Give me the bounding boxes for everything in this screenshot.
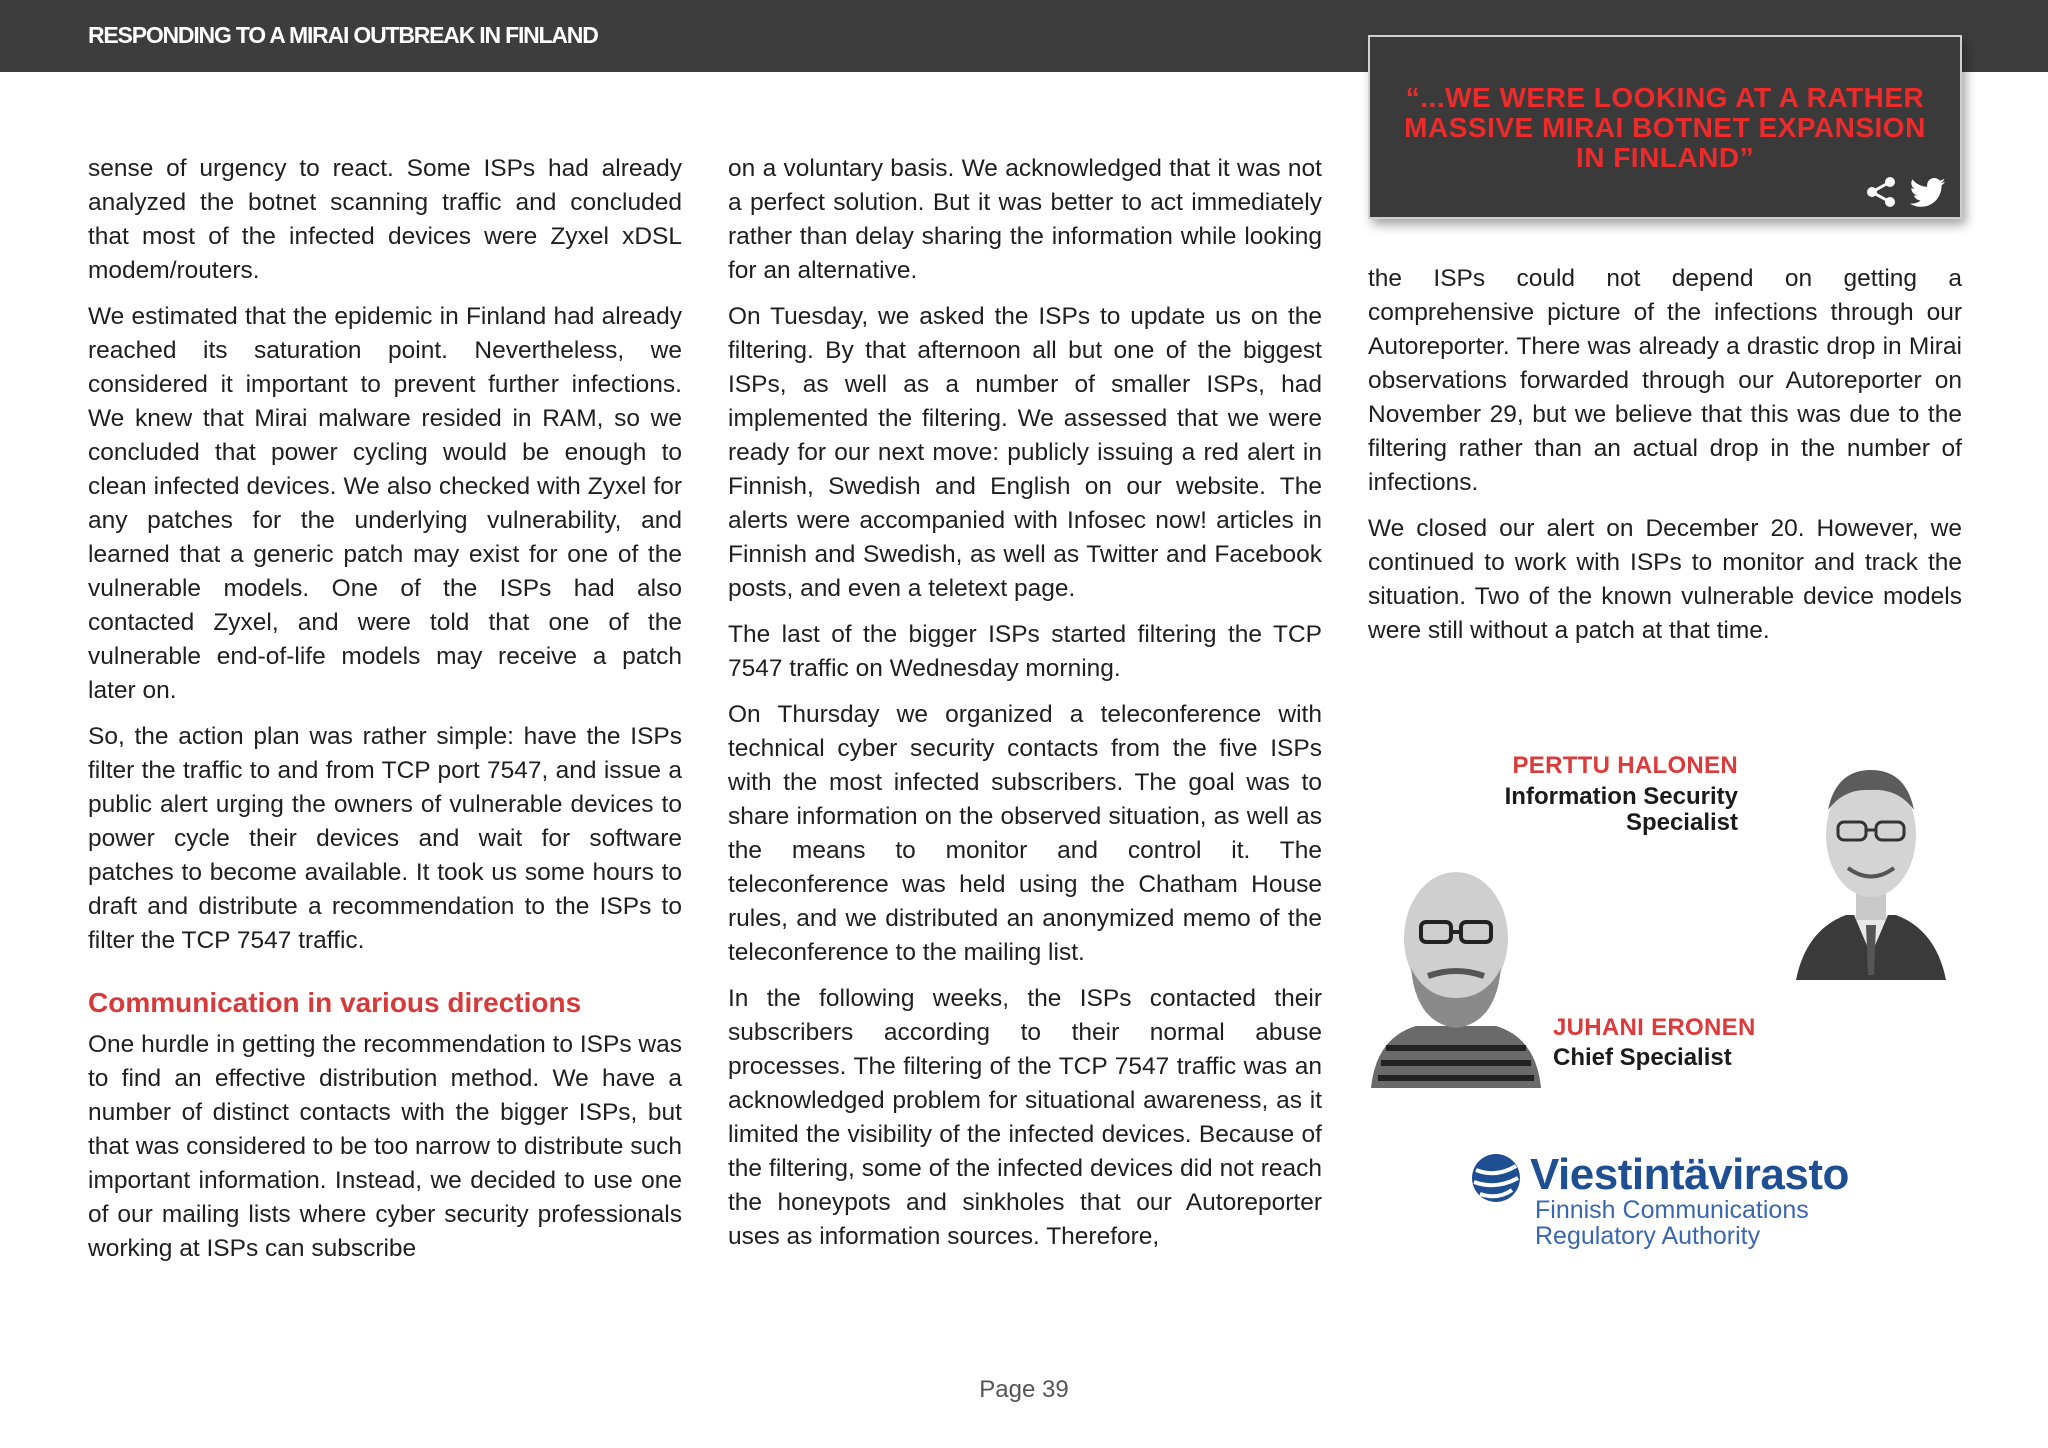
paragraph: On Tuesday, we asked the ISPs to update us on the filtering. By that afternoon all but one of the biggest ISPs, as well as a number of smaller ISPs, had implemented the filtering. We assessed that we were ready for our next move: publicly issuing a red alert in Finnish, Swedish and English on our website. The alerts were accompanied with Infosec now! articles in Finnish and Swedish, as well as Twitter and Facebook posts, and even a teletext page. [728, 303, 1322, 602]
paragraph: We closed our alert on December 20. However, we continued to work with ISPs to monitor and track the situation. Two of the known vulnerable device models were still without a patch at that time. [1368, 515, 1962, 644]
author-title: Information Security Specialist [1504, 783, 1738, 836]
paragraph: One hurdle in getting the recommendation to ISPs was to find an effective distribution method. We have a number of distinct contacts with the bigger ISPs, but that was considered to be too narrow to distribute such important information. Instead, we decided to use one of our mailing lists where cyber security professionals working at ISPs can subscribe [88, 1031, 682, 1262]
logo-subtitle [1535, 1197, 1809, 1249]
logo-wordmark: Viestintävirasto [1530, 1150, 1849, 1199]
globe-logo-icon [1470, 1152, 1522, 1204]
paragraph: The last of the bigger ISPs started filtering the TCP 7547 traffic on Wednesday morning. [728, 621, 1322, 682]
pull-quote-text: “...WE WERE LOOKING AT A RATHER MASSIVE MIRAI BOTNET EXPANSION IN FINLAND” [1404, 82, 1926, 173]
text-column-1 [88, 152, 682, 1278]
author-photo-juhani-eronen [1366, 848, 1544, 1088]
author-name: JUHANI ERONEN [1553, 1014, 1756, 1041]
text-column-3 [1368, 262, 1962, 660]
author-photo-perttu-halonen [1786, 740, 1956, 980]
paragraph: on a voluntary basis. We acknowledged that it was not a perfect solution. But it was better to act immediately rather than delay sharing the information while looking for an alternative. [728, 155, 1322, 284]
paragraph: So, the action plan was rather simple: have the ISPs filter the traffic to and from TCP port 7547, and issue a public alert urging the owners of vulnerable devices to power cycle their devices and wait for software patches to become available. It took us some hours to draft and distribute a recommendation to the ISPs to filter the TCP 7547 traffic. [88, 723, 682, 954]
section-heading: Communication in various directions [88, 987, 582, 1018]
paragraph: We estimated that the epidemic in Finland had already reached its saturation point. Nevertheless, we considered it important to prevent further infections. We knew that Mirai malware resided in RAM, so we concluded that power cycling would be enough to clean infected devices. We also checked with Zyxel for any patches for the underlying vulnerability, and learned that a generic patch may exist for one of the vulnerable models. One of the ISPs had also contacted Zyxel, and were told that one of the vulnerable end-of-life models may receive a patch later on. [88, 303, 682, 704]
page-header-title: RESPONDING TO A MIRAI OUTBREAK IN FINLAND [88, 22, 598, 48]
paragraph: sense of urgency to react. Some ISPs had already analyzed the botnet scanning traffic and concluded that most of the infected devices were Zyxel xDSL modem/routers. [88, 155, 682, 284]
author-title: Chief Specialist [1553, 1044, 1732, 1071]
pull-quote-box [1368, 35, 1962, 219]
text-column-2 [728, 152, 1322, 1266]
paragraph: On Thursday we organized a teleconference with technical cyber security contacts from the five ISPs with the most infected subscribers. The goal was to share information on the observed situation, as well as the means to monitor and control it. The teleconference was held using the Chatham House rules, and we distributed an anonymized memo of the teleconference to the mailing list. [728, 701, 1322, 966]
logo-subtitle-line: Regulatory Authority [1535, 1222, 1761, 1250]
paragraph: In the following weeks, the ISPs contacted their subscribers according to their normal abuse processes. The filtering of the TCP 7547 traffic was an acknowledged problem for situational awareness, as it limited the visibility of the infected devices. Because of the filtering, some of the infected devices did not reach the honeypots and sinkholes that our Autoreporter uses as information sources. Therefore, [728, 985, 1322, 1250]
paragraph: the ISPs could not depend on getting a comprehensive picture of the infections through our Autoreporter. There was already a drastic drop in Mirai observations forwarded through our Autoreporter on November 29, but we believe that this was due to the filtering rather than an actual drop in the number of infections. [1368, 265, 1962, 496]
page-number: Page 39 [979, 1376, 1069, 1403]
share-icon[interactable] [1864, 175, 1898, 209]
twitter-icon[interactable] [1910, 177, 1946, 209]
author-name: PERTTU HALONEN [1512, 752, 1738, 779]
logo-subtitle-line: Finnish Communications [1535, 1196, 1809, 1224]
